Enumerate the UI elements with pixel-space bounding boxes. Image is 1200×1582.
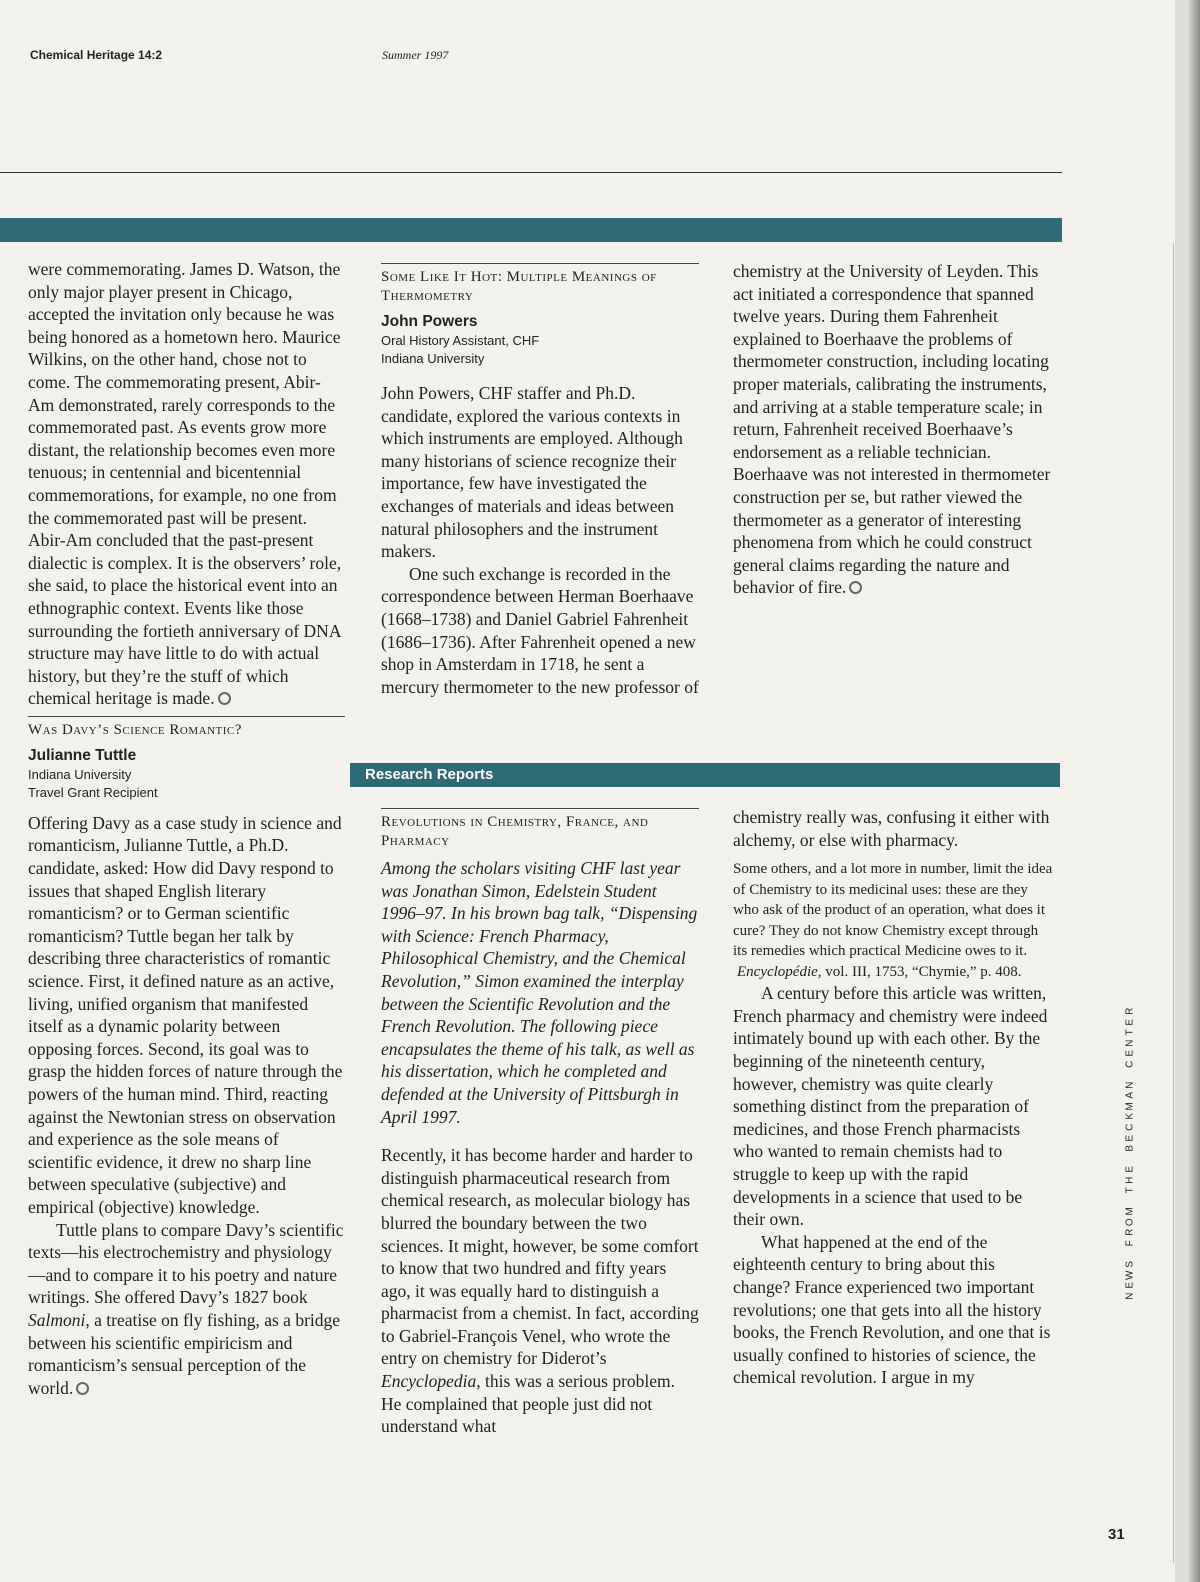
article-body-paragraph: Tuttle plans to compare Davy’s scientific texts—his electrochemistry and physiology—and to compare it to his poetry and nature writings. She offered Davy’s 1827 book Salmoni, a treatise on fly fishing, as a bridge between his scientific empiricism and romanticism’s sensual perception of the world. (28, 1219, 344, 1398)
vertical-label-letter: N (1124, 1039, 1136, 1047)
vertical-label-letter (1126, 1154, 1137, 1164)
section-title-bar: Research Reports (350, 763, 1060, 787)
column-3-top (733, 260, 1053, 599)
article-author: John Powers (381, 313, 478, 330)
article-body-paragraph: were commemorating. James D. Watson, the only major player present in Chicago, accepted the invitation only because he was being honored as a hometown hero. Maurice Wilkins, on the other hand, chose not to come. The commemorating present, Abir-Am demonstrated, rarely corresponds to the commemorated past. As events grow more distant, the relationship becomes even more tenuous; in centennial and bicentennial commemorations, for example, no one from the commemorated past will be present. Abir-Am concluded that the past-present dialectic is complex. It is the observers’ role, she said, to place the historical event into an ethnographic context. Events like those surrounding the fortieth anniversary of DNA structure may have little to do with actual history, but they’re the stuff of which chemical heritage is made. (28, 259, 342, 709)
vertical-label-letter: N (1124, 1292, 1136, 1300)
article-intro: Among the scholars visiting CHF last year was Jonathan Simon, Edelstein Student 1996–97. In his brown bag talk, “Dispensing with Science: French Pharmacy, Philosophical Chemistry, and the Chemical Revolution,” Simon examined the interplay between the Scientific Revolution and the French Revolution. The following piece encapsulates the theme of his talk, as well as his dissertation, which he completed and defended at the University of Pittsburgh in April 1997. (381, 858, 698, 1127)
vertical-label-letter: T (1124, 1187, 1136, 1194)
vertical-label-letter: C (1124, 1123, 1136, 1131)
vertical-label-letter: E (1124, 1018, 1136, 1026)
article-body-paragraph: chemistry at the University of Leyden. This act initiated a correspondence that spanned twelve years. During them Fahrenheit explained to Boerhaave the problems of thermometer construction, including locating proper materials, calibrating the instruments, and arriving at a stable temperature scale; in return, Fahrenheit received Boerhaave’s endorsement as a reliable technician. Boerhaave was not interested in thermometer construction per se, but rather viewed the thermometer as a generator of interesting phenomena from which he could construct general claims regarding the nature and behavior of fire. (733, 261, 1051, 598)
article-heading: Some Like It Hot: Multiple Meanings of Thermometry (381, 263, 699, 306)
vertical-section-label (1126, 1006, 1136, 1301)
vertical-label-letter: E (1124, 1050, 1136, 1057)
vertical-label-letter: M (1124, 1102, 1136, 1111)
article-body-paragraph: What happened at the end of the eighteenth century to bring about this change? France experienced two important revolutions; one that gets into all the history books, the French Revolution, and one that is usually confined to histories of science, the chemical revolution. I argue in my (733, 1231, 1051, 1388)
vertical-label-letter: E (1124, 1134, 1136, 1142)
column-2-top (381, 263, 699, 698)
article-body-paragraph: Recently, it has become harder and harder to distinguish pharmaceutical research from chemical research, as molecular biology has blurred the boundary between the two sciences. It might, however, be some comfort to know that two hundred and fifty years ago, it was equally hard to distinguish a pharmacist from a chemist. In fact, according to Gabriel-François Venel, who wrote the entry on chemistry for Diderot’s Encyclopedia, this was a serious problem. He complained that people just did not understand what (381, 1145, 699, 1437)
header-rule (0, 172, 1062, 173)
vertical-label-letter: N (1124, 1081, 1136, 1089)
vertical-label-letter (1126, 1196, 1137, 1206)
column-2-bottom (381, 808, 699, 1438)
article-body-paragraph: chemistry really was, confusing it either with alchemy, or else with pharmacy. (733, 807, 1050, 850)
vertical-label-letter (1126, 1249, 1137, 1259)
vertical-label-letter: E (1124, 1282, 1136, 1289)
margin-rule (1173, 243, 1174, 1563)
vertical-label-letter: C (1124, 1060, 1136, 1068)
author-affiliation: Oral History Assistant, CHF (381, 333, 540, 348)
article-body-paragraph: John Powers, CHF staffer and Ph.D. candidate, explored the various contexts in which instruments are employed. Although many historians of science recognize their importance, few have investigated the exchanges of materials and ideas between natural philosophers and the instrument makers. (381, 383, 683, 562)
header-color-bar (0, 218, 1062, 242)
vertical-label-letter: A (1124, 1092, 1136, 1099)
author-affiliation: Indiana University (381, 351, 485, 366)
article-heading: Was Davy’s Science Romantic? (28, 716, 345, 740)
article-body-paragraph: A century before this article was written, French pharmacy and chemistry were indeed intimately bound up with each other. By the beginning of the nineteenth century, however, chemistry was quite clearly something distinct from the preparation of medicines, and those French pharmacists who wanted to remain chemists had to struggle to keep up with the rapid developments in a science that used to be their own. (733, 983, 1048, 1230)
vertical-label-letter: E (1124, 1166, 1136, 1173)
vertical-label-letter: W (1124, 1270, 1136, 1280)
vertical-label-letter: O (1124, 1218, 1136, 1227)
vertical-label-letter: K (1124, 1113, 1136, 1121)
vertical-label-letter: F (1124, 1240, 1136, 1247)
running-head-date: Summer 1997 (382, 48, 449, 62)
vertical-label-letter: H (1124, 1176, 1136, 1184)
quote-citation: Encyclopédie, vol. III, 1753, “Chymie,” p. 408. (737, 963, 1022, 980)
running-head-journal: Chemical Heritage 14:2 (30, 48, 163, 62)
article-author: Julianne Tuttle (28, 746, 137, 764)
article-heading: Revolutions in Chemistry, France, and Pharmacy (381, 808, 699, 851)
vertical-label-letter: S (1124, 1261, 1136, 1268)
page-number: 31 (1108, 1526, 1125, 1543)
author-affiliation: Indiana University (28, 766, 132, 782)
article-body-paragraph: One such exchange is recorded in the correspondence between Herman Boerhaave (1668–1738) and Daniel Gabriel Fahrenheit (1686–1736). After Fahrenheit opened a new shop in Amsterdam in 1718, he sent a mercury thermometer to the new professor of (381, 563, 699, 697)
column-3-bottom (733, 806, 1053, 1389)
vertical-label-letter: B (1124, 1145, 1136, 1152)
end-of-article-icon (76, 1382, 89, 1395)
page-shadow (1186, 0, 1200, 1582)
author-affiliation: Travel Grant Recipient (28, 784, 158, 800)
article-body-paragraph: Offering Davy as a case study in science and romanticism, Julianne Tuttle, a Ph.D. candidate, asked: How did Davy respond to issues that shaped English literary romanticism? or to German scientific romanticism? Tuttle began her talk by describing three characteristics of romantic science. First, it defined nature as an active, living, unified organism that manifested itself as a dynamic polarity between opposing forces. Second, its goal was to grasp the hidden forces of nature through the powers of the human mind. Third, reacting against the Newtonian stress on observation and experience as the sole means of scientific evidence, it drew no sharp line between speculative (subjective) and empirical (objective) knowledge. (28, 812, 343, 1217)
vertical-label-letter (1126, 1070, 1137, 1080)
block-quote: Some others, and a lot more in number, limit the idea of Chemistry to its medicinal uses: these are they who ask of the product of an operation, what does it cure? They do not know Chemistry except through its remedies which practical Medicine owes to it. (733, 861, 1053, 960)
vertical-label-letter: R (1124, 1229, 1136, 1237)
column-1 (28, 258, 345, 1399)
vertical-label-letter: R (1124, 1007, 1136, 1015)
end-of-article-icon (218, 692, 231, 705)
end-of-article-icon (849, 581, 862, 594)
vertical-label-letter: T (1124, 1029, 1136, 1036)
vertical-label-letter: M (1124, 1207, 1136, 1216)
